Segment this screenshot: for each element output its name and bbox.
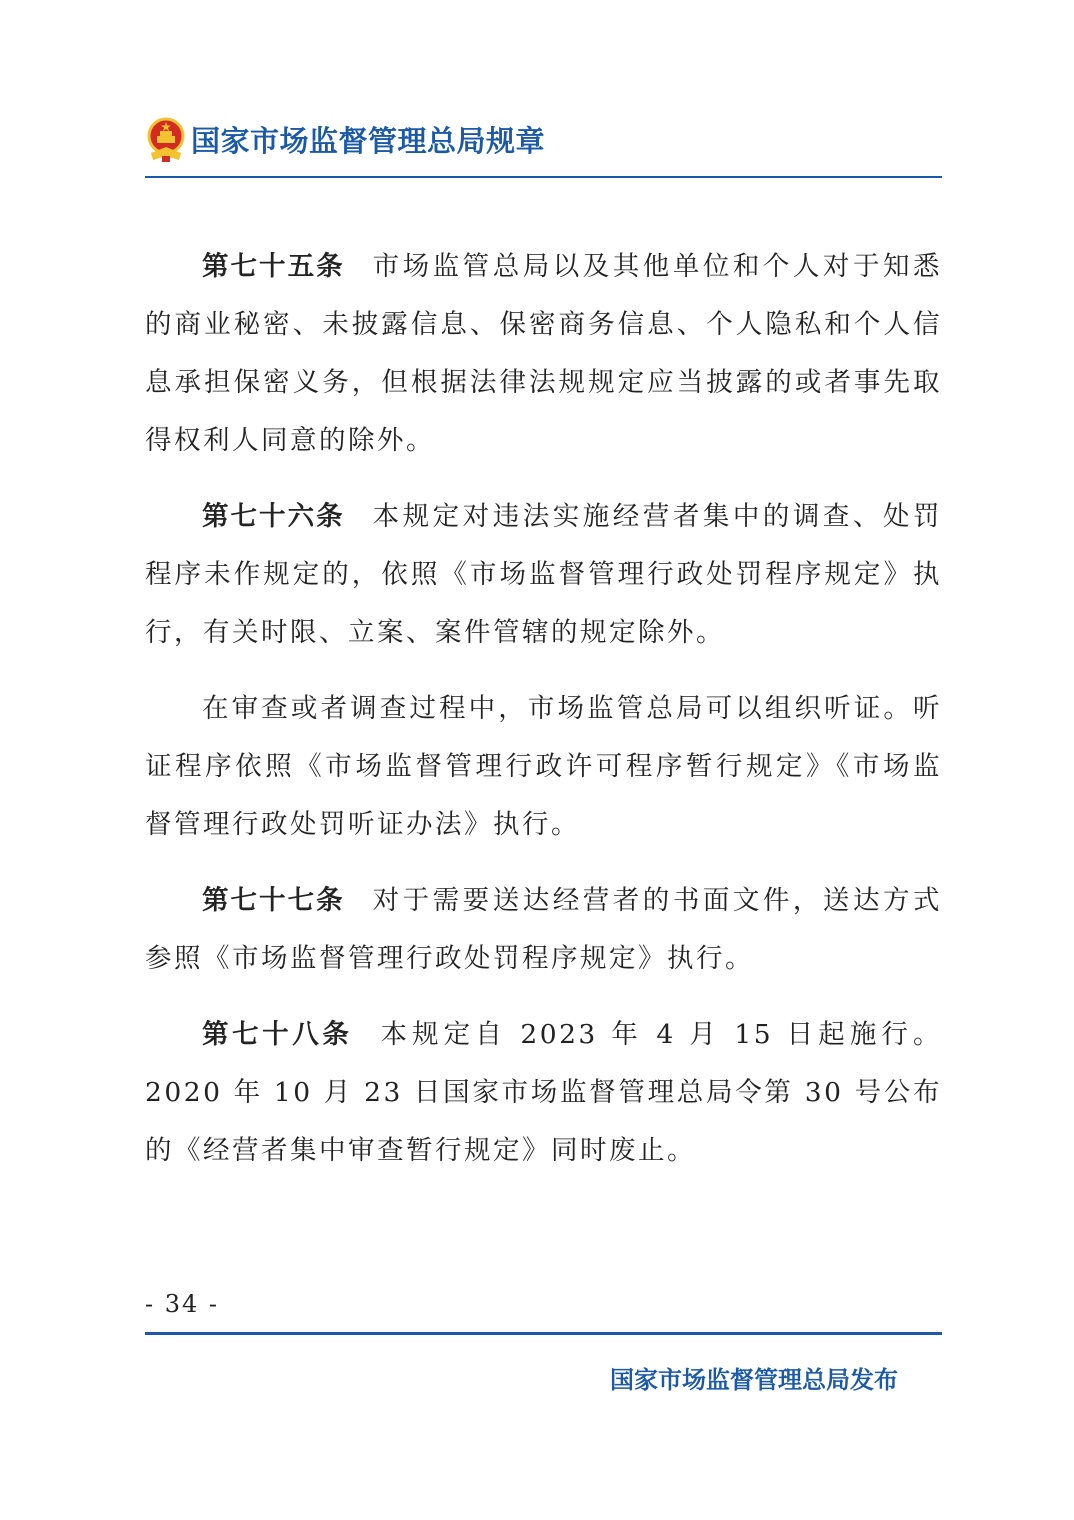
article-label: 第七十八条: [202, 1019, 353, 1050]
article-text: 对于需要送达经营者的书面文件，送达方式参照《市场监督管理行政处罚程序规定》执行。: [145, 885, 943, 974]
article-paragraph: [145, 1006, 942, 1180]
article-paragraph: [145, 238, 942, 470]
article-text: 本规定自 2023 年 4 月 15 日起施行。2020 年 10 月 23 日国家市场监督管理总局令第 30 号公布的《经营者集中审查暂行规定》同时废止。: [145, 1019, 943, 1166]
article-text: 在审查或者调查过程中，市场监管总局可以组织听证。听证程序依照《市场监督管理行政许可程序暂行规定》《市场监督管理行政处罚听证办法》执行。: [145, 693, 942, 840]
article-paragraph: [145, 872, 942, 988]
article-text: 本规定对违法实施经营者集中的调查、处罚程序未作规定的，依照《市场监督管理行政处罚程序规定》执行，有关时限、立案、案件管辖的规定除外。: [145, 501, 943, 648]
page-header: [145, 112, 942, 178]
national-emblem-icon: [145, 116, 187, 162]
footer-divider: [145, 1332, 942, 1335]
article-paragraph: [145, 680, 942, 854]
header-divider: [145, 176, 942, 178]
document-body: [145, 238, 942, 1198]
article-label: 第七十五条: [202, 251, 345, 282]
article-paragraph: [145, 488, 942, 662]
footer-publisher: 国家市场监督管理总局发布: [610, 1366, 898, 1394]
article-label: 第七十七条: [202, 885, 345, 916]
article-label: 第七十六条: [202, 501, 345, 532]
article-text: 市场监管总局以及其他单位和个人对于知悉的商业秘密、未披露信息、保密商务信息、个人隐私和个人信息承担保密义务，但根据法律法规规定应当披露的或者事先取得权利人同意的除外。: [145, 251, 943, 456]
header-title: 国家市场监督管理总局规章: [191, 124, 546, 158]
page-number: - 34 -: [145, 1290, 220, 1318]
